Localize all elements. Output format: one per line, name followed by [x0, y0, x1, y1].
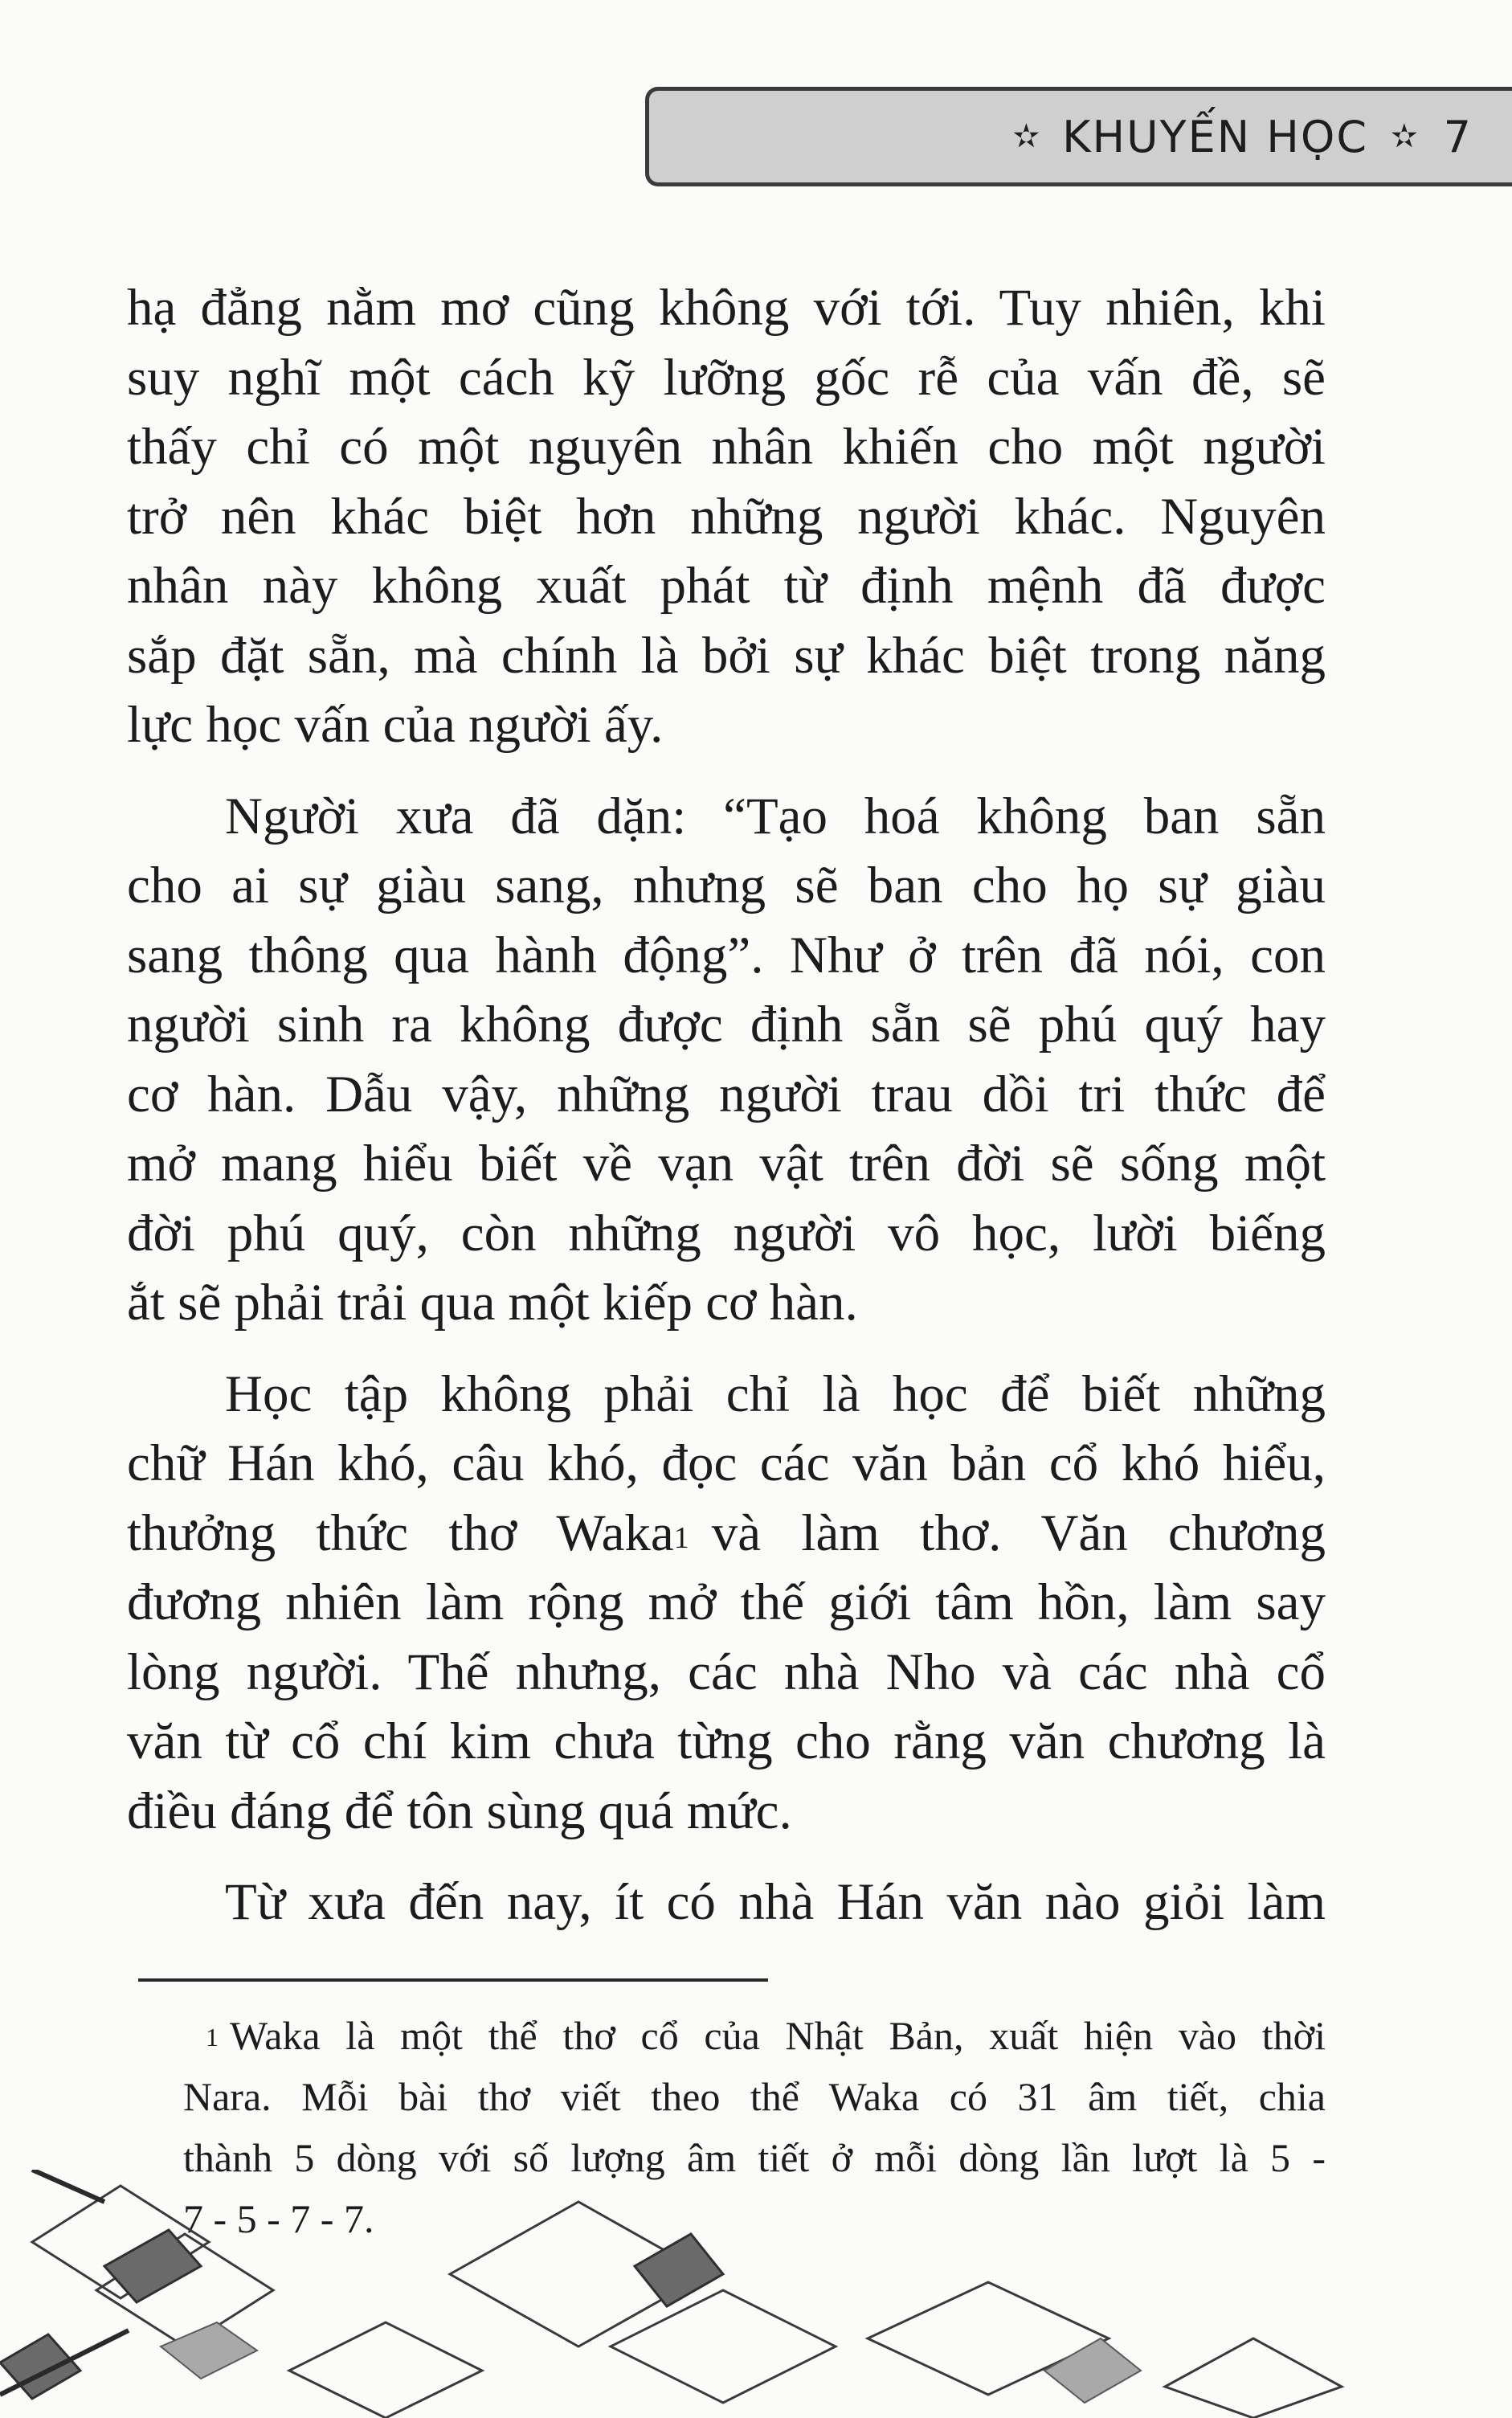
text-line: thấy chỉ có một nguyên nhân khiến cho một người [127, 418, 1326, 476]
text-line: hạ đẳng nằm mơ cũng không với tới. Tuy nhiên, khi [127, 279, 1326, 337]
text-line [127, 1499, 1326, 1569]
text-line: Từ xưa đến nay, ít có nhà Hán văn nào giỏi làm [225, 1873, 1326, 1931]
text-line: văn từ cổ chí kim chưa từng cho rằng văn chương là [127, 1712, 1326, 1770]
footnote-marker: 1 [206, 2023, 219, 2052]
text-line: đời phú quý, còn những người vô học, lười biếng [127, 1204, 1326, 1262]
text-line: cơ hàn. Dẫu vậy, những người trau dồi tri thức để [127, 1065, 1326, 1123]
decorative-diamond-pattern [0, 2170, 1512, 2418]
text-line: người sinh ra không được định sẵn sẽ phú quý hay [127, 996, 1326, 1054]
book-title: KHUYẾN HỌC [1062, 111, 1369, 162]
text-line: nhân này không xuất phát từ định mệnh đã được [127, 557, 1326, 615]
line-rest: và làm thơ. Văn chương [711, 1504, 1326, 1562]
text-line: ắt sẽ phải trải qua một kiếp cơ hàn. [127, 1274, 858, 1332]
star-icon: ✫ [1012, 118, 1042, 155]
text-line: trở nên khác biệt hơn những người khác. Nguyên [127, 487, 1326, 546]
footnote-line: thành 5 dòng với số lượng âm tiết ở mỗi dòng lần lượt là 5 - [183, 2135, 1326, 2180]
text-line: sang thông qua hành động”. Như ở trên đã nói, con [127, 926, 1326, 984]
text-line: Học tập không phải chỉ là học để biết những [225, 1364, 1326, 1423]
footnote-line: 7 - 5 - 7 - 7. [183, 2196, 374, 2241]
star-icon: ✫ [1391, 118, 1420, 155]
text-line: suy nghĩ một cách kỹ lưỡng gốc rễ của vấn đề, sẽ [127, 348, 1326, 407]
text-line: cho ai sự giàu sang, nhưng sẽ ban cho họ sự giàu [127, 857, 1326, 914]
body-text [127, 273, 1326, 1937]
footnote-divider [138, 1978, 768, 1982]
text-line: Người xưa đã dặn: “Tạo hoá không ban sẵn [225, 787, 1326, 845]
running-header [645, 87, 1512, 186]
text-line: sắp đặt sẵn, mà chính là bởi sự khác biệt trong năng [127, 626, 1326, 685]
text-line: lòng người. Thế nhưng, các nhà Nho và các nhà cổ [127, 1643, 1326, 1701]
page-number: 7 [1443, 111, 1473, 162]
text-line: đương nhiên làm rộng mở thế giới tâm hồn, làm say [127, 1573, 1326, 1631]
waka-text: thưởng thức thơ Waka [127, 1504, 674, 1562]
footnote-ref: 1 [673, 1520, 689, 1555]
footnote-line: Nara. Mỗi bài thơ viết theo thể Waka có 31 âm tiết, chia [183, 2074, 1326, 2119]
text-line: điều đáng để tôn sùng quá mức. [127, 1782, 792, 1840]
footnote-text: Waka là một thể thơ cổ của Nhật Bản, xuất hiện vào thời [230, 2013, 1326, 2058]
text-line: mở mang hiểu biết về vạn vật trên đời sẽ sống một [127, 1135, 1326, 1193]
text-line: lực học vấn của người ấy. [127, 696, 664, 754]
text-line: chữ Hán khó, câu khó, đọc các văn bản cổ khó hiểu, [127, 1434, 1326, 1492]
footnote-line [183, 2005, 1326, 2066]
